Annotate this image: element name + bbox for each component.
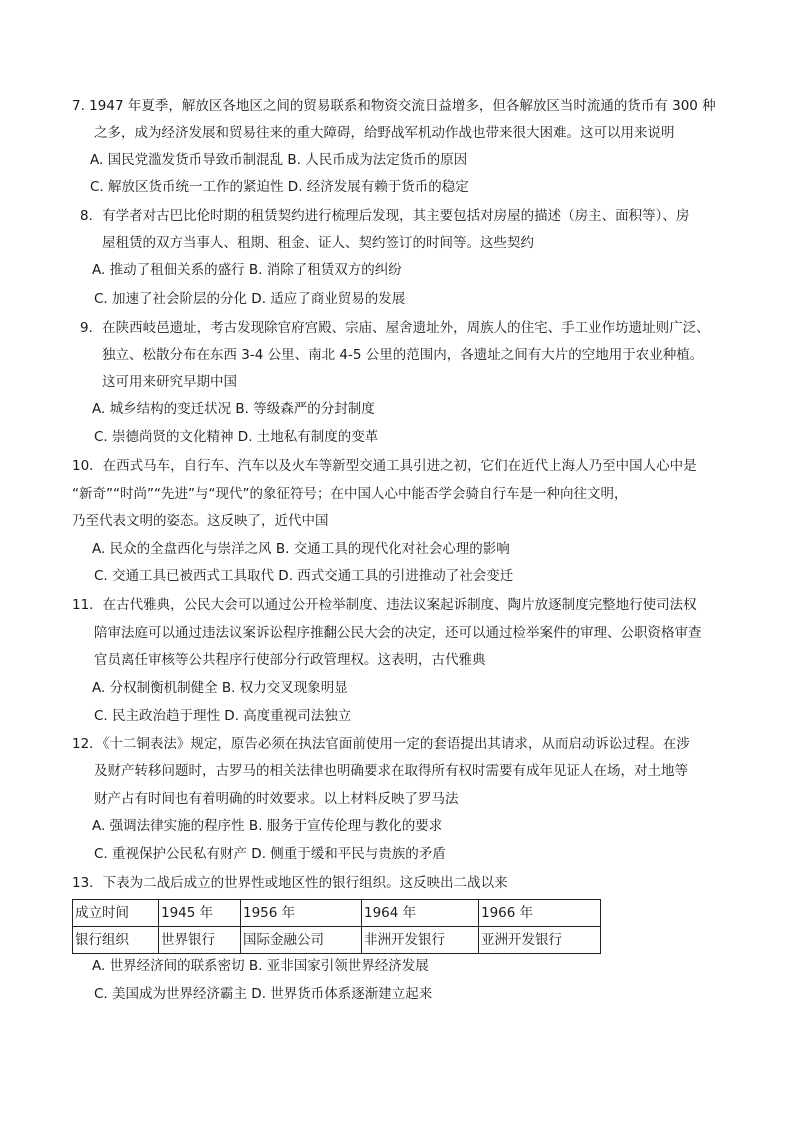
table-cell: 1966 年: [479, 900, 601, 927]
table-cell: 亚洲开发银行: [479, 927, 601, 954]
options-ab: A. 城乡结构的变迁状况 B. 等级森严的分封制度: [92, 401, 375, 417]
options-ab: A. 分权制衡机制健全 B. 权力交叉现象明显: [92, 680, 348, 696]
question-stem-line: “新奇”“时尚”“先进”与“现代”的象征符号；在中国人心中能否学会骑自行车是一种向往文明，: [72, 486, 628, 502]
table-cell: 银行组织: [73, 927, 159, 954]
table-cell: 非洲开发银行: [362, 927, 479, 954]
question-stem-line: 陪审法庭可以通过违法议案诉讼程序推翻公民大会的决定，还可以通过检举案件的审理、公职资格审查: [94, 625, 702, 641]
table-cell: 国际金融公司: [241, 927, 362, 954]
options-cd: C. 崇德尚贤的文化精神 D. 土地私有制度的变革: [94, 429, 379, 445]
question-stem-line: 8．有学者对古巴比伦时期的租赁契约进行梳理后发现，其主要包括对房屋的描述（房主、面积等）、房: [80, 208, 690, 224]
options-cd: C. 加速了社会阶层的分化 D. 适应了商业贸易的发展: [94, 291, 406, 307]
options-cd: C. 重视保护公民私有财产 D. 侧重于缓和平民与贵族的矛盾: [94, 846, 446, 862]
table-cell: 1964 年: [362, 900, 479, 927]
question-stem-line: 之多，成为经济发展和贸易往来的重大障碍，给野战军机动作战也带来很大困难。这可以用来说明: [94, 125, 675, 141]
options-cd: C. 民主政治趋于理性 D. 高度重视司法独立: [94, 708, 352, 724]
table-row: [73, 900, 601, 927]
question-stem-line: 12．《十二铜表法》规定，原告必须在执法官面前使用一定的套语提出其请求，从而启动诉讼过程。在涉: [72, 736, 690, 752]
question-stem-line: 13．下表为二战后成立的世界性或地区性的银行组织。这反映出二战以来: [72, 875, 508, 891]
table-cell: 世界银行: [159, 927, 241, 954]
bank-organizations-table: [72, 899, 601, 954]
options-cd: C. 美国成为世界经济霸主 D. 世界货币体系逐渐建立起来: [94, 986, 433, 1002]
options-ab: A. 民众的全盘西化与崇洋之风 B. 交通工具的现代化对社会心理的影响: [92, 541, 510, 557]
question-stem-line: 11．在古代雅典，公民大会可以通过公开检举制度、违法议案起诉制度、陶片放逐制度完整地行使司法权: [72, 597, 697, 613]
question-stem-line: 这可用来研究早期中国: [102, 374, 237, 390]
options-cd: C. 交通工具已被西式工具取代 D. 西式交通工具的引进推动了社会变迁: [94, 568, 514, 584]
question-stem-line: 及财产转移问题时，古罗马的相关法律也明确要求在取得所有权时需要有成年见证人在场，对土地等: [94, 763, 688, 779]
question-stem-line: 财产占有时间也有着明确的时效要求。以上材料反映了罗马法: [94, 791, 459, 807]
options-ab: A. 推动了租佃关系的盛行 B. 消除了租赁双方的纠纷: [92, 262, 402, 278]
question-stem-line: 10．在西式马车，自行车、汽车以及火车等新型交通工具引进之初，它们在近代上海人乃至中国人心中是: [72, 458, 697, 474]
table-cell: 成立时间: [73, 900, 159, 927]
options-cd: C. 解放区货币统一工作的紧迫性 D. 经济发展有赖于货币的稳定: [90, 179, 469, 195]
options-ab: A. 强调法律实施的程序性 B. 服务于宣传伦理与教化的要求: [92, 818, 443, 834]
table-cell: 1945 年: [159, 900, 241, 927]
table-row: [73, 927, 601, 954]
question-stem-line: 屋租赁的双方当事人、租期、租金、证人、契约签订的时间等。这些契约: [102, 235, 534, 251]
question-stem-line: 乃至代表文明的姿态。这反映了，近代中国: [72, 513, 329, 529]
question-stem-line: 官员离任审核等公共程序行使部分行政管理权。这表明，古代雅典: [94, 652, 486, 668]
question-stem-line: 独立、松散分布在东西 3-4 公里、南北 4-5 公里的范围内，各遗址之间有大片的空地用于农业种植。: [102, 347, 704, 363]
question-stem-line: 9．在陕西岐邑遗址，考古发现除官府宫殿、宗庙、屋舍遗址外，周族人的住宅、手工业作坊遗址则广泛、: [80, 320, 710, 336]
question-stem-line: 7. 1947 年夏季，解放区各地区之间的贸易联系和物资交流日益增多，但各解放区当时流通的货币有 300 种: [72, 98, 716, 114]
table-cell: 1956 年: [241, 900, 362, 927]
options-ab: A. 国民党滥发货币导致币制混乱 B. 人民币成为法定货币的原因: [90, 152, 468, 168]
options-ab: A. 世界经济间的联系密切 B. 亚非国家引领世界经济发展: [92, 958, 429, 974]
